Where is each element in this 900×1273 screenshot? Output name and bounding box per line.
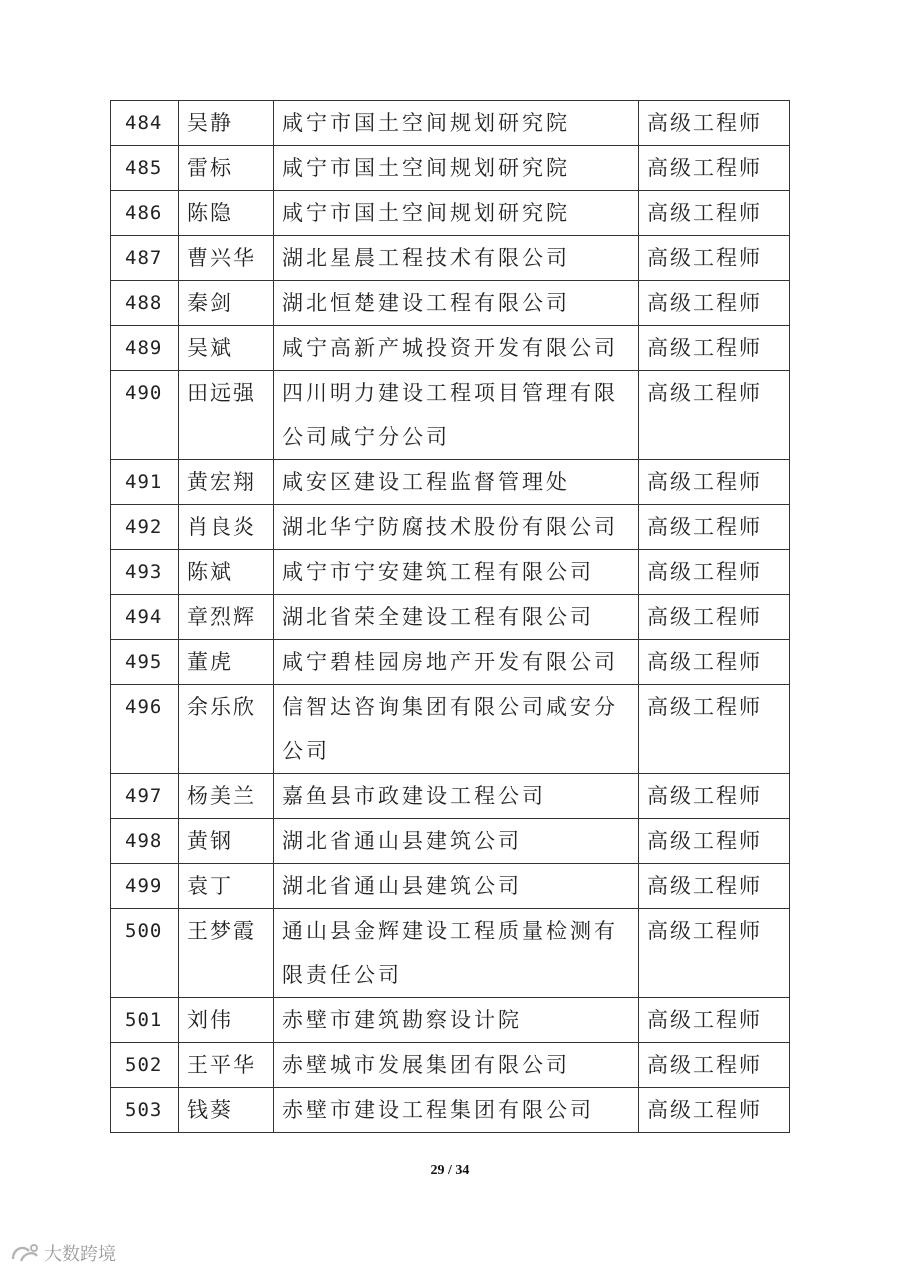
row-number-cell: 493 — [111, 550, 179, 595]
job-title-cell: 高级工程师 — [639, 595, 790, 640]
table-row — [111, 1088, 790, 1133]
job-title-cell: 高级工程师 — [639, 774, 790, 819]
roster-body — [111, 101, 790, 1133]
job-title-cell: 高级工程师 — [639, 685, 790, 774]
table-row — [111, 236, 790, 281]
organization-cell: 咸宁市国土空间规划研究院 — [274, 101, 639, 146]
table-row — [111, 460, 790, 505]
table-row — [111, 909, 790, 998]
table-row — [111, 281, 790, 326]
person-name-cell: 董虎 — [179, 640, 274, 685]
organization-cell: 湖北省通山县建筑公司 — [274, 864, 639, 909]
watermark-text: 大数跨境 — [44, 1244, 116, 1265]
job-title-cell: 高级工程师 — [639, 191, 790, 236]
person-name-cell: 袁丁 — [179, 864, 274, 909]
person-name-cell: 肖良炎 — [179, 505, 274, 550]
organization-cell: 咸宁市国土空间规划研究院 — [274, 146, 639, 191]
job-title-cell: 高级工程师 — [639, 1043, 790, 1088]
table-row — [111, 998, 790, 1043]
person-name-cell: 吴斌 — [179, 326, 274, 371]
row-number-cell: 498 — [111, 819, 179, 864]
job-title-cell: 高级工程师 — [639, 1088, 790, 1133]
organization-cell: 湖北恒楚建设工程有限公司 — [274, 281, 639, 326]
job-title-cell: 高级工程师 — [639, 998, 790, 1043]
organization-cell: 通山县金辉建设工程质量检测有限责任公司 — [274, 909, 639, 998]
person-name-cell: 杨美兰 — [179, 774, 274, 819]
job-title-cell: 高级工程师 — [639, 281, 790, 326]
table-row — [111, 326, 790, 371]
table-row — [111, 819, 790, 864]
person-name-cell: 章烈辉 — [179, 595, 274, 640]
table-row — [111, 640, 790, 685]
organization-cell: 信智达咨询集团有限公司咸安分公司 — [274, 685, 639, 774]
table-row — [111, 371, 790, 460]
job-title-cell: 高级工程师 — [639, 460, 790, 505]
person-name-cell: 余乐欣 — [179, 685, 274, 774]
job-title-cell: 高级工程师 — [639, 326, 790, 371]
job-title-cell: 高级工程师 — [639, 550, 790, 595]
organization-cell: 湖北星晨工程技术有限公司 — [274, 236, 639, 281]
job-title-cell: 高级工程师 — [639, 640, 790, 685]
table-row — [111, 550, 790, 595]
person-name-cell: 秦剑 — [179, 281, 274, 326]
organization-cell: 湖北省通山县建筑公司 — [274, 819, 639, 864]
row-number-cell: 499 — [111, 864, 179, 909]
job-title-cell: 高级工程师 — [639, 101, 790, 146]
organization-cell: 赤壁市建设工程集团有限公司 — [274, 1088, 639, 1133]
row-number-cell: 484 — [111, 101, 179, 146]
person-name-cell: 田远强 — [179, 371, 274, 460]
person-name-cell: 黄钢 — [179, 819, 274, 864]
watermark — [10, 1240, 116, 1266]
organization-cell: 咸安区建设工程监督管理处 — [274, 460, 639, 505]
row-number-cell: 492 — [111, 505, 179, 550]
organization-cell: 湖北省荣全建设工程有限公司 — [274, 595, 639, 640]
job-title-cell: 高级工程师 — [639, 819, 790, 864]
job-title-cell: 高级工程师 — [639, 505, 790, 550]
row-number-cell: 494 — [111, 595, 179, 640]
person-name-cell: 陈隐 — [179, 191, 274, 236]
table-row — [111, 101, 790, 146]
table-row — [111, 595, 790, 640]
job-title-cell: 高级工程师 — [639, 236, 790, 281]
row-number-cell: 502 — [111, 1043, 179, 1088]
table-row — [111, 191, 790, 236]
row-number-cell: 488 — [111, 281, 179, 326]
person-name-cell: 陈斌 — [179, 550, 274, 595]
table-row — [111, 774, 790, 819]
organization-cell: 嘉鱼县市政建设工程公司 — [274, 774, 639, 819]
row-number-cell: 500 — [111, 909, 179, 998]
job-title-cell: 高级工程师 — [639, 864, 790, 909]
row-number-cell: 490 — [111, 371, 179, 460]
job-title-cell: 高级工程师 — [639, 371, 790, 460]
row-number-cell: 503 — [111, 1088, 179, 1133]
row-number-cell: 486 — [111, 191, 179, 236]
table-row — [111, 1043, 790, 1088]
row-number-cell: 495 — [111, 640, 179, 685]
person-name-cell: 刘伟 — [179, 998, 274, 1043]
organization-cell: 咸宁碧桂园房地产开发有限公司 — [274, 640, 639, 685]
job-title-cell: 高级工程师 — [639, 146, 790, 191]
row-number-cell: 487 — [111, 236, 179, 281]
job-title-cell: 高级工程师 — [639, 909, 790, 998]
table-row — [111, 864, 790, 909]
row-number-cell: 485 — [111, 146, 179, 191]
organization-cell: 咸宁市宁安建筑工程有限公司 — [274, 550, 639, 595]
organization-cell: 咸宁市国土空间规划研究院 — [274, 191, 639, 236]
organization-cell: 赤壁市建筑勘察设计院 — [274, 998, 639, 1043]
row-number-cell: 489 — [111, 326, 179, 371]
row-number-cell: 496 — [111, 685, 179, 774]
person-name-cell: 黄宏翔 — [179, 460, 274, 505]
organization-cell: 湖北华宁防腐技术股份有限公司 — [274, 505, 639, 550]
table-row — [111, 505, 790, 550]
organization-cell: 四川明力建设工程项目管理有限公司咸宁分公司 — [274, 371, 639, 460]
person-name-cell: 王梦霞 — [179, 909, 274, 998]
organization-cell: 赤壁城市发展集团有限公司 — [274, 1043, 639, 1088]
person-name-cell: 曹兴华 — [179, 236, 274, 281]
page-number: 29 / 34 — [430, 1163, 470, 1178]
row-number-cell: 501 — [111, 998, 179, 1043]
organization-cell: 咸宁高新产城投资开发有限公司 — [274, 326, 639, 371]
table-row — [111, 146, 790, 191]
row-number-cell: 497 — [111, 774, 179, 819]
person-name-cell: 钱葵 — [179, 1088, 274, 1133]
person-name-cell: 雷标 — [179, 146, 274, 191]
brand-logo-icon — [10, 1242, 40, 1264]
row-number-cell: 491 — [111, 460, 179, 505]
person-name-cell: 王平华 — [179, 1043, 274, 1088]
table-row — [111, 685, 790, 774]
person-name-cell: 吴静 — [179, 101, 274, 146]
roster-table — [110, 100, 790, 1133]
